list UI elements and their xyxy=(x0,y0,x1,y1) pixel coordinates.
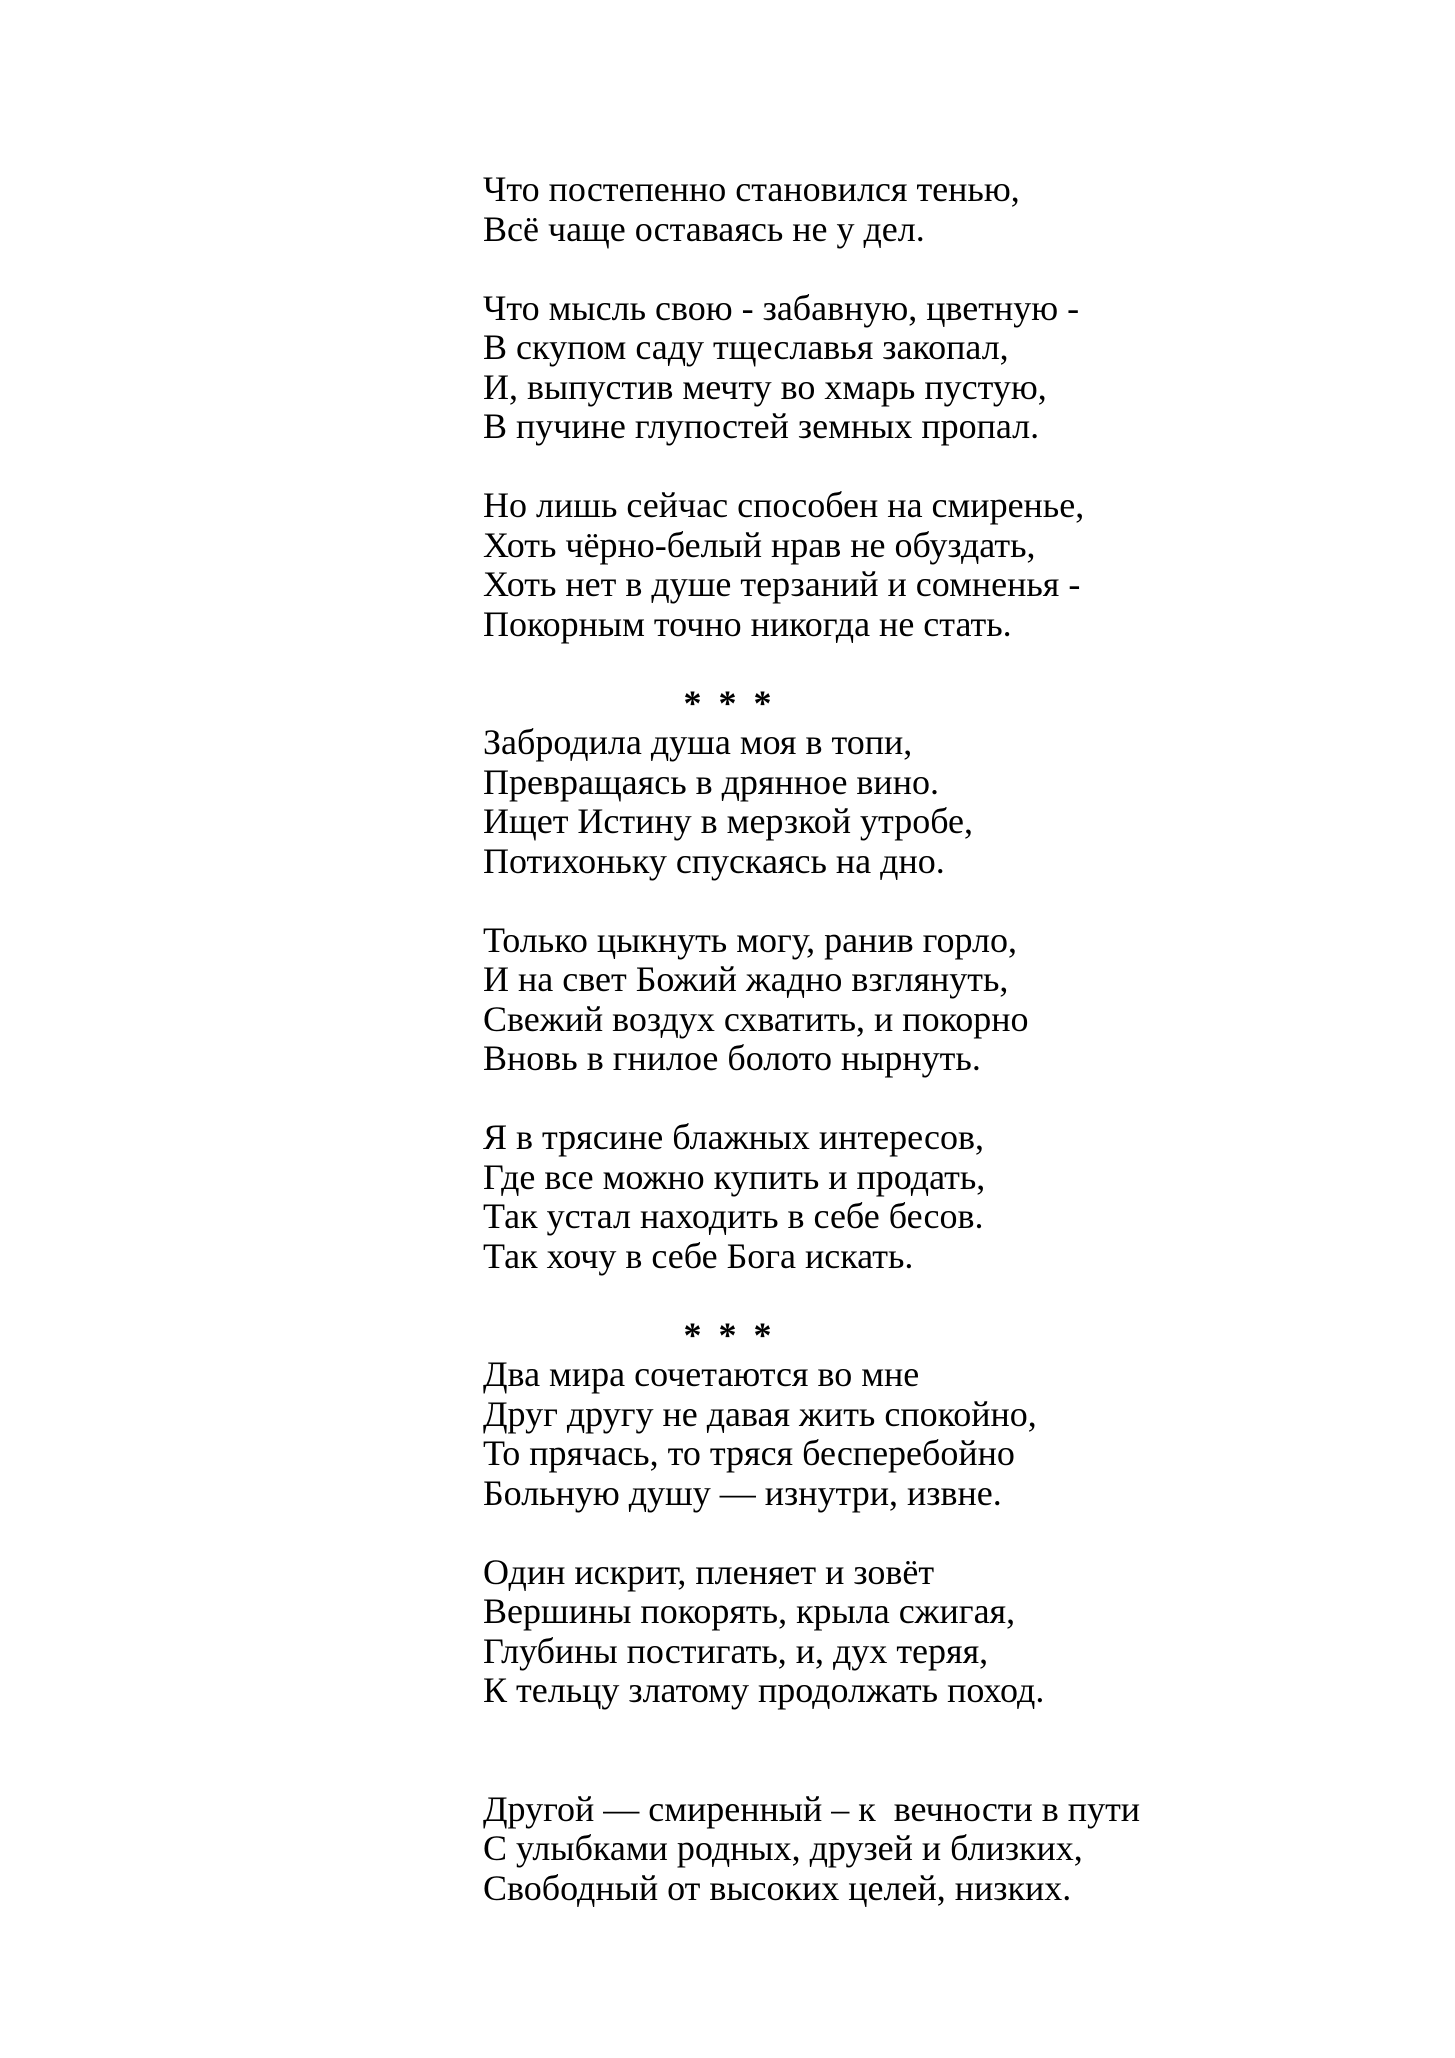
poem-line: Свободный от высоких целей, низких. xyxy=(483,1867,1072,1908)
poem-line: Друг другу не давая жить спокойно, xyxy=(483,1393,1037,1434)
poem-line: Превращаясь в дрянное вино. xyxy=(483,761,939,802)
poem-line: Что мысль свою - забавную, цветную - xyxy=(483,287,1080,328)
poem-line: Потихоньку спускаясь на дно. xyxy=(483,840,945,881)
poem-line: Один искрит, пленяет и зовёт xyxy=(483,1551,935,1592)
poem-line: Хоть чёрно-белый нрав не обуздать, xyxy=(483,524,1036,565)
stanza-separator: * * * xyxy=(683,682,772,723)
poem-line: Но лишь сейчас способен на смиренье, xyxy=(483,485,1085,525)
stanza-8 xyxy=(0,1553,1455,1711)
poem-line: Больную душу — изнутри, извне. xyxy=(483,1472,1002,1513)
poem-line: Что постепенно становился тенью, xyxy=(483,169,1020,209)
stanza-9 xyxy=(0,1790,1455,1909)
poem-line: В скупом саду тщеславья закопал, xyxy=(483,327,1009,367)
poem-line: Два мира сочетаются во мне xyxy=(483,1354,920,1394)
poem-line: В пучине глупостей земных пропал. xyxy=(483,406,1040,446)
poem-line: Ищет Истину в мерзкой утробе, xyxy=(483,801,974,841)
stanza-4 xyxy=(0,723,1455,881)
poem-line: Я в трясине блажных интересов, xyxy=(483,1117,985,1157)
stanza-5 xyxy=(0,921,1455,1079)
poem-line: Так устал находить в себе бесов. xyxy=(483,1196,984,1236)
poem-line: Всё чаще оставаясь не у дел. xyxy=(483,208,925,249)
poem-line: Вновь в гнилое болото нырнуть. xyxy=(483,1038,981,1078)
poem-line: С улыбками родных, друзей и близких, xyxy=(483,1828,1083,1868)
poem-line: Так хочу в себе Бога искать. xyxy=(483,1235,914,1276)
stanza-6 xyxy=(0,1118,1455,1276)
poem-line: Свежий воздух схватить, и покорно xyxy=(483,998,1029,1039)
poem-line: Только цыкнуть могу, ранив горло, xyxy=(483,919,1018,960)
poem-line: К тельцу златому продолжать поход. xyxy=(483,1670,1045,1710)
stanza-separator: * * * xyxy=(683,1314,772,1355)
stanza-7 xyxy=(0,1355,1455,1513)
poem-line: Где все можно купить и продать, xyxy=(483,1156,986,1197)
poem-line: И на свет Божий жадно взглянуть, xyxy=(483,959,1009,999)
poem-text xyxy=(0,170,1455,1908)
poem-line: Вершины покорять, крыла сжигая, xyxy=(483,1591,1016,1631)
stanza-2 xyxy=(0,289,1455,447)
poem-line: Глубины постигать, и, дух теряя, xyxy=(483,1630,989,1671)
poem-line: Хоть нет в душе терзаний и сомненья - xyxy=(483,564,1081,604)
stanza-1 xyxy=(0,170,1455,249)
poem-line: Покорным точно никогда не стать. xyxy=(483,603,1012,644)
stanza-3 xyxy=(0,486,1455,644)
poem-line: То прячась, то тряся бесперебойно xyxy=(483,1433,1015,1473)
poem-line: Забродила душа моя в топи, xyxy=(483,722,913,762)
poem-line: Другой — смиренный – к вечности в пути xyxy=(483,1788,1141,1829)
poem-line: И, выпустив мечту во хмарь пустую, xyxy=(483,366,1047,407)
